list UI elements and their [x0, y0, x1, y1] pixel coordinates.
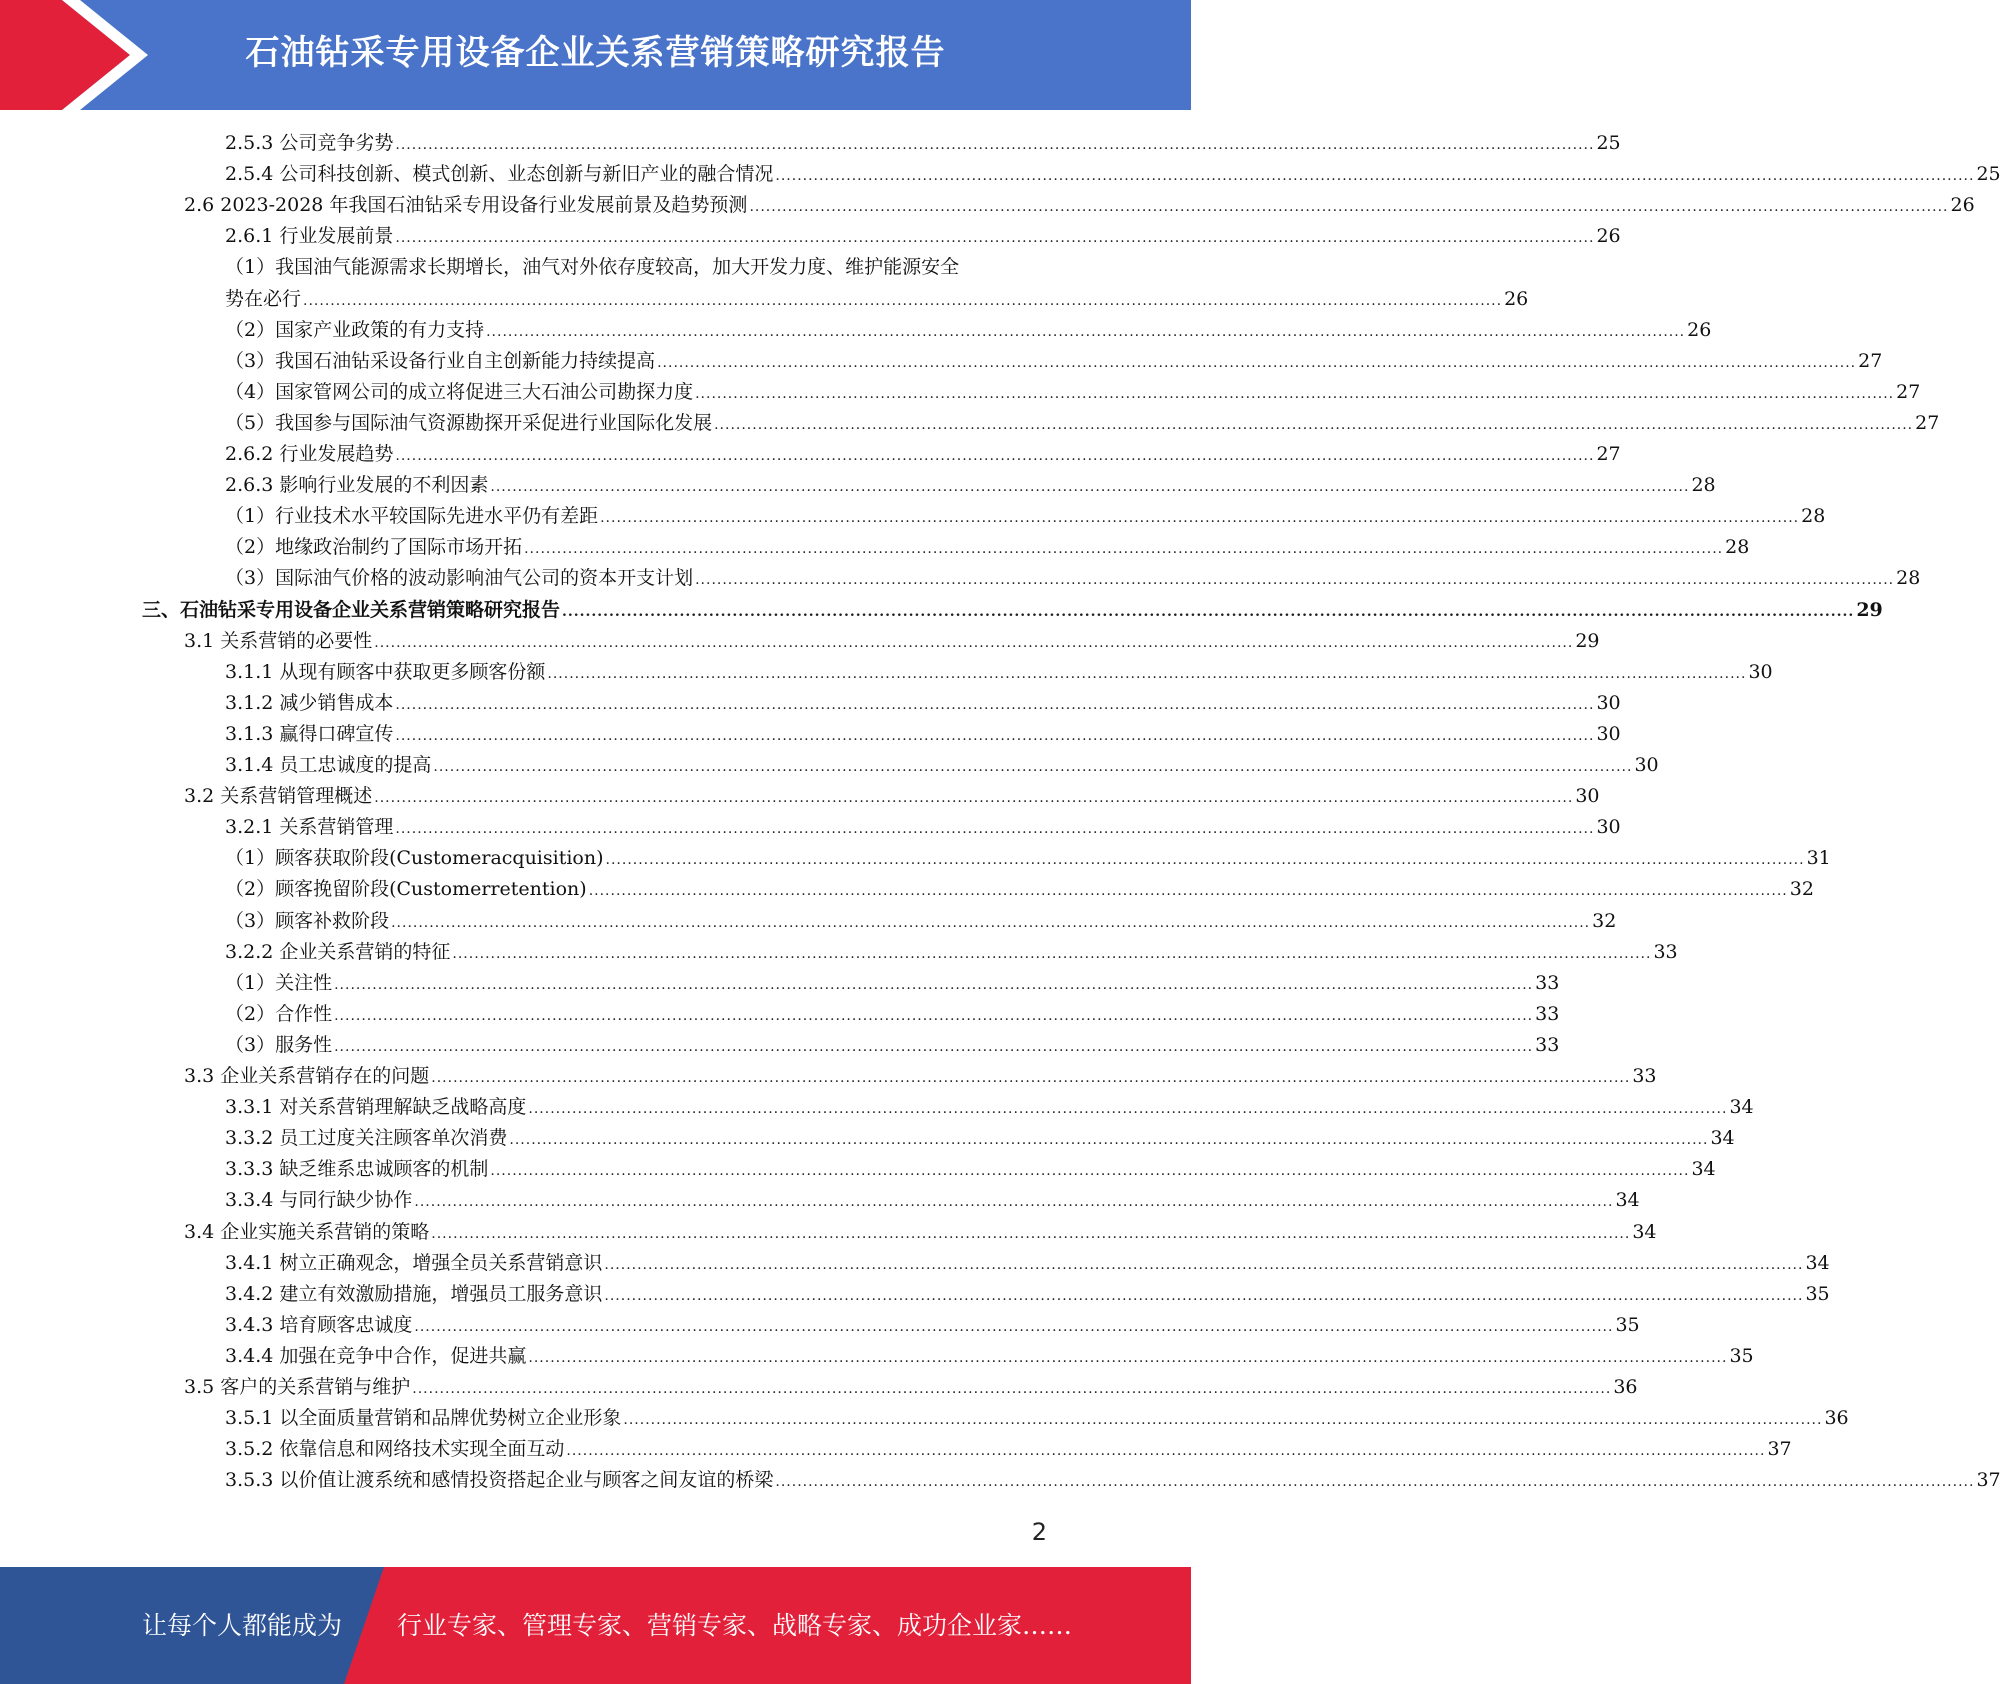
toc-entry[interactable] — [225, 470, 1716, 501]
toc-entry-label: 3.5.2 依靠信息和网络技术实现全面互动 — [225, 1438, 565, 1461]
toc-entry[interactable] — [225, 532, 1750, 563]
toc-entry-label: 2.6.3 影响行业发展的不利因素 — [225, 474, 489, 497]
toc-entry-label: 3.2.1 关系营销管理 — [225, 816, 394, 839]
toc-entry-label: 3.2 关系营销管理概述 — [184, 785, 373, 808]
toc-entry[interactable] — [225, 1279, 1830, 1310]
toc-leader-dots: ............................................................................................................................................................................................................................ — [714, 416, 1914, 433]
toc-entry-label: 3.3.4 与同行缺少协作 — [225, 1189, 413, 1212]
toc-entry-label: （1）行业技术水平较国际先进水平仍有差距 — [225, 505, 599, 528]
toc-leader-dots: ............................................................................................................................................................................................................................ — [695, 385, 1895, 402]
toc-entry-page: 33 — [1535, 971, 1560, 994]
toc-entry[interactable] — [225, 688, 1621, 719]
toc-entry[interactable] — [225, 874, 1814, 905]
toc-leader-dots: ............................................................................................................................................................................................................................ — [588, 883, 1788, 900]
toc-entry[interactable] — [225, 1123, 1735, 1154]
toc-leader-dots: ............................................................................................................................................................................................................................ — [604, 1256, 1804, 1273]
toc-entry-label: 3.4.4 加强在竞争中合作，促进共赢 — [225, 1344, 527, 1367]
toc-entry[interactable] — [225, 1465, 2001, 1496]
toc-entry[interactable] — [225, 501, 1826, 532]
toc-leader-dots: ............................................................................................................................................................................................................................ — [452, 945, 1652, 962]
toc-leader-dots: ............................................................................................................................................................................................................................ — [486, 323, 1686, 340]
toc-leader-dots: ............................................................................................................................................................................................................................ — [395, 137, 1595, 153]
toc-entry-page: 35 — [1805, 1282, 1830, 1305]
toc-entry[interactable] — [225, 968, 1560, 999]
toc-entry[interactable] — [225, 315, 1712, 346]
toc-leader-dots: ............................................................................................................................................................................................................................ — [391, 914, 1591, 931]
toc-leader-dots: ............................................................................................................................................................................................................................ — [605, 852, 1805, 869]
toc-entry[interactable] — [225, 1341, 1754, 1372]
toc-leader-dots: ............................................................................................................................................................................................................................ — [433, 759, 1633, 775]
toc-entry[interactable] — [184, 1217, 1657, 1248]
toc-entry-label: 3.1 关系营销的必要性 — [184, 629, 373, 652]
toc-entry[interactable] — [184, 1372, 1638, 1403]
toc-entry-page: 37 — [1976, 1469, 2001, 1492]
page-header — [0, 0, 1191, 110]
toc-entry-page: 30 — [1596, 816, 1621, 839]
toc-entry[interactable] — [225, 377, 1921, 408]
toc-entry-page: 28 — [1725, 536, 1750, 559]
toc-entry-label: 3.4.1 树立正确观念，增强全员关系营销意识 — [225, 1251, 603, 1274]
toc-entry[interactable] — [225, 812, 1621, 843]
toc-entry[interactable] — [225, 999, 1560, 1030]
toc-leader-dots: ............................................................................................................................................................................................................................ — [562, 603, 1855, 620]
toc-leader-dots: ............................................................................................................................................................................................................................ — [431, 1225, 1631, 1242]
toc-entry-page: 27 — [1858, 349, 1883, 372]
toc-entry-label: （1）关注性 — [225, 971, 333, 994]
toc-leader-dots: ............................................................................................................................................................................................................................ — [395, 230, 1595, 247]
toc-entry-page: 26 — [1950, 194, 1975, 217]
toc-entry[interactable] — [225, 408, 1940, 439]
toc-entry[interactable] — [225, 439, 1621, 470]
toc-entry-page: 31 — [1806, 847, 1831, 870]
toc-entry-page: 32 — [1789, 878, 1814, 901]
toc-entry-label: 3.5 客户的关系营销与维护 — [184, 1376, 411, 1398]
toc-leader-dots: ............................................................................................................................................................................................................................ — [334, 976, 1534, 993]
toc-entry-page: 33 — [1632, 1065, 1657, 1087]
toc-entry[interactable] — [225, 719, 1621, 750]
toc-entry[interactable] — [225, 563, 1921, 594]
toc-entry-page: 34 — [1710, 1127, 1735, 1150]
toc-entry-label: 3.5.1 以全面质量营销和品牌优势树立企业形象 — [225, 1407, 622, 1430]
toc-leader-dots: ............................................................................................................................................................................................................................ — [395, 727, 1595, 744]
toc-leader-dots: ............................................................................................................................................................................................................................ — [749, 199, 1949, 216]
toc-leader-dots: ............................................................................................................................................................................................................................ — [509, 1132, 1709, 1149]
footer-slogan-right: 行业专家、管理专家、营销专家、战略专家、成功企业家…… — [397, 1611, 1073, 1640]
header-arrow-icon — [0, 0, 150, 110]
toc-leader-dots: ............................................................................................................................................................................................................................ — [334, 1038, 1534, 1055]
toc-leader-dots: ............................................................................................................................................................................................................................ — [566, 1443, 1766, 1460]
toc-entry[interactable] — [225, 1092, 1754, 1123]
toc-entry[interactable] — [225, 1403, 1849, 1434]
toc-entry[interactable] — [225, 906, 1617, 937]
toc-entry-label: 2.5.4 公司科技创新、模式创新、业态创新与新旧产业的融合情况 — [225, 163, 774, 186]
toc-entry-label: 2.6.2 行业发展趋势 — [225, 443, 394, 465]
toc-entry-page: 37 — [1767, 1438, 1792, 1461]
toc-leader-dots: ............................................................................................................................................................................................................................ — [395, 448, 1595, 464]
toc-entry-label: 2.6 2023-2028 年我国石油钻采专用设备行业发展前景及趋势预测 — [184, 194, 748, 217]
toc-leader-dots: ............................................................................................................................................................................................................................ — [395, 696, 1595, 713]
toc-entry-page: 34 — [1615, 1189, 1640, 1212]
toc-entry[interactable] — [184, 781, 1600, 812]
toc-entry[interactable] — [225, 128, 1621, 159]
toc-entry-page: 33 — [1653, 940, 1678, 963]
toc-entry-page: 28 — [1801, 505, 1826, 528]
toc-entry-label: 3.3.2 员工过度关注顾客单次消费 — [225, 1127, 508, 1150]
toc-entry-label: （2）国家产业政策的有力支持 — [225, 318, 485, 341]
footer-slogan-left: 让每个人都能成为 — [142, 1611, 343, 1640]
toc-entry-page: 34 — [1805, 1251, 1830, 1274]
page-number: 2 — [1031, 1518, 1047, 1546]
toc-leader-dots: ............................................................................................................................................................................................................................ — [414, 1194, 1614, 1211]
toc-entry-label: （2）顾客挽留阶段(Customerretention) — [225, 878, 587, 901]
toc-entry-label: 3.4.2 建立有效激励措施，增强员工服务意识 — [225, 1282, 603, 1305]
toc-entry-page: 34 — [1632, 1220, 1657, 1243]
toc-entry[interactable] — [225, 937, 1678, 968]
toc-entry[interactable] — [184, 626, 1600, 657]
toc-entry-page: 33 — [1535, 1002, 1560, 1025]
toc-leader-dots: ............................................................................................................................................................................................................................ — [374, 790, 1574, 807]
toc-leader-dots: ............................................................................................................................................................................................................................ — [657, 354, 1857, 371]
toc-leader-dots: ............................................................................................................................................................................................................................ — [374, 634, 1574, 651]
toc-entry-page: 36 — [1824, 1407, 1849, 1430]
toc-leader-dots: ............................................................................................................................................................................................................................ — [524, 541, 1724, 558]
toc-entry-label: （3）顾客补救阶段 — [225, 909, 390, 932]
toc-entry[interactable] — [225, 750, 1659, 781]
toc-entry-label: （4）国家管网公司的成立将促进三大石油公司勘探力度 — [225, 380, 694, 403]
toc-entry-label: 3.4 企业实施关系营销的策略 — [184, 1220, 430, 1243]
toc-entry-page: 30 — [1596, 722, 1621, 745]
toc-entry[interactable] — [225, 284, 1529, 315]
toc-leader-dots: ............................................................................................................................................................................................................................ — [431, 1070, 1631, 1086]
page-title: 石油钻采专用设备企业关系营销策略研究报告 — [245, 33, 946, 73]
toc-leader-dots: ............................................................................................................................................................................................................................ — [775, 1474, 1975, 1491]
toc-entry-label: （1）我国油气能源需求长期增长，油气对外依存度较高，加大开发力度、维护能源安全 — [225, 256, 960, 279]
toc-entry-page: 27 — [1915, 411, 1940, 434]
toc-leader-dots: ............................................................................................................................................................................................................................ — [528, 1349, 1728, 1366]
toc-entry[interactable] — [225, 221, 1621, 252]
toc-entry-label: 2.6.1 行业发展前景 — [225, 225, 394, 248]
toc-entry[interactable] — [225, 346, 1883, 377]
toc-entry-label: 3.1.3 赢得口碑宣传 — [225, 722, 394, 745]
toc-entry[interactable] — [225, 843, 1831, 874]
toc-entry-label: 2.5.3 公司竞争劣势 — [225, 132, 394, 154]
toc-entry-page: 26 — [1687, 318, 1712, 341]
toc-entry-label: （2）合作性 — [225, 1002, 333, 1025]
toc-leader-dots: ............................................................................................................................................................................................................................ — [490, 1163, 1690, 1180]
toc-entry-label: （3）国际油气价格的波动影响油气公司的资本开支计划 — [225, 567, 694, 590]
toc-entry-page: 29 — [1856, 598, 1883, 621]
toc-leader-dots: ............................................................................................................................................................................................................................ — [604, 1287, 1804, 1304]
toc-entry-label: 3.3.1 对关系营销理解缺乏战略高度 — [225, 1096, 527, 1119]
toc-entry[interactable] — [184, 1061, 1657, 1092]
toc-entry[interactable] — [225, 1030, 1560, 1061]
toc-entry-page: 30 — [1634, 754, 1659, 776]
toc-entry-label: 3.3.3 缺乏维系忠诚顾客的机制 — [225, 1158, 489, 1181]
toc-entry-label: （5）我国参与国际油气资源勘探开采促进行业国际化发展 — [225, 411, 713, 434]
toc-entry-page: 30 — [1748, 660, 1773, 683]
toc-entry-page: 35 — [1729, 1344, 1754, 1367]
toc-entry-label: （2）地缘政治制约了国际市场开拓 — [225, 536, 523, 559]
toc-leader-dots: ............................................................................................................................................................................................................................ — [414, 1318, 1614, 1335]
toc-leader-dots: ............................................................................................................................................................................................................................ — [490, 479, 1690, 496]
toc-entry-page: 26 — [1596, 225, 1621, 248]
toc-leader-dots: ............................................................................................................................................................................................................................ — [303, 292, 1503, 309]
toc-entry[interactable] — [225, 1185, 1640, 1216]
toc-leader-dots: ............................................................................................................................................................................................................................ — [528, 1101, 1728, 1118]
toc-entry-page: 25 — [1976, 163, 2001, 186]
toc-entry[interactable] — [225, 657, 1773, 688]
toc-entry-label: 3.1.4 员工忠诚度的提高 — [225, 754, 432, 776]
toc-entry-label: 3.1.2 减少销售成本 — [225, 691, 394, 714]
toc-entry[interactable] — [225, 252, 1048, 283]
toc-leader-dots: ............................................................................................................................................................................................................................ — [412, 1381, 1612, 1397]
toc-entry[interactable] — [225, 1154, 1716, 1185]
toc-entry-page: 36 — [1613, 1376, 1638, 1398]
toc-entry-page: 29 — [1575, 629, 1600, 652]
toc-entry-label: 3.4.3 培育顾客忠诚度 — [225, 1313, 413, 1336]
toc-entry-page: 34 — [1691, 1158, 1716, 1181]
toc-entry[interactable] — [225, 159, 2001, 190]
page-footer — [0, 1567, 1191, 1684]
toc-entry-page: 30 — [1575, 785, 1600, 808]
toc-entry[interactable] — [225, 1310, 1640, 1341]
toc-entry-page: 28 — [1896, 567, 1921, 590]
toc-entry[interactable] — [225, 1434, 1792, 1465]
toc-entry-page: 28 — [1691, 474, 1716, 497]
toc-entry-label: 3.1.1 从现有顾客中获取更多顾客份额 — [225, 660, 546, 683]
toc-entry-page: 33 — [1535, 1033, 1560, 1056]
toc-leader-dots: ............................................................................................................................................................................................................................ — [395, 821, 1595, 838]
toc-entry-label: 3.3 企业关系营销存在的问题 — [184, 1065, 430, 1087]
toc-leader-dots: ............................................................................................................................................................................................................................ — [334, 1007, 1534, 1024]
toc-entry-label: （1）顾客获取阶段(Customeracquisition) — [225, 847, 604, 870]
toc-entry-page: 27 — [1596, 443, 1621, 465]
toc-entry-label: 3.2.2 企业关系营销的特征 — [225, 940, 451, 963]
toc-entry[interactable] — [225, 1248, 1830, 1279]
toc-leader-dots: ............................................................................................................................................................................................................................ — [547, 665, 1747, 682]
toc-entry-label: 3.5.3 以价值让渡系统和感情投资搭起企业与顾客之间友谊的桥梁 — [225, 1469, 774, 1492]
toc-entry[interactable] — [142, 595, 1883, 626]
toc-entry-page: 34 — [1729, 1096, 1754, 1119]
toc-leader-dots: ............................................................................................................................................................................................................................ — [623, 1412, 1823, 1429]
toc-entry[interactable] — [184, 190, 1975, 221]
toc-entry-page: 32 — [1592, 909, 1617, 932]
toc-entry-page: 27 — [1896, 380, 1921, 403]
toc-leader-dots: ............................................................................................................................................................................................................................ — [775, 168, 1975, 185]
toc-entry-page: 26 — [1504, 287, 1529, 310]
toc-entry-page: 35 — [1615, 1313, 1640, 1336]
toc-leader-dots: ............................................................................................................................................................................................................................ — [695, 572, 1895, 589]
toc-entry-page: 30 — [1596, 691, 1621, 714]
toc-entry-label: （3）服务性 — [225, 1033, 333, 1056]
toc-entry-page: 25 — [1596, 132, 1621, 154]
toc-leader-dots: ............................................................................................................................................................................................................................ — [600, 510, 1800, 527]
toc-entry-label: 三、石油钻采专用设备企业关系营销策略研究报告 — [142, 598, 561, 621]
toc-entry-label: （3）我国石油钻采设备行业自主创新能力持续提高 — [225, 349, 656, 372]
toc-entry-label: 势在必行 — [225, 287, 302, 310]
